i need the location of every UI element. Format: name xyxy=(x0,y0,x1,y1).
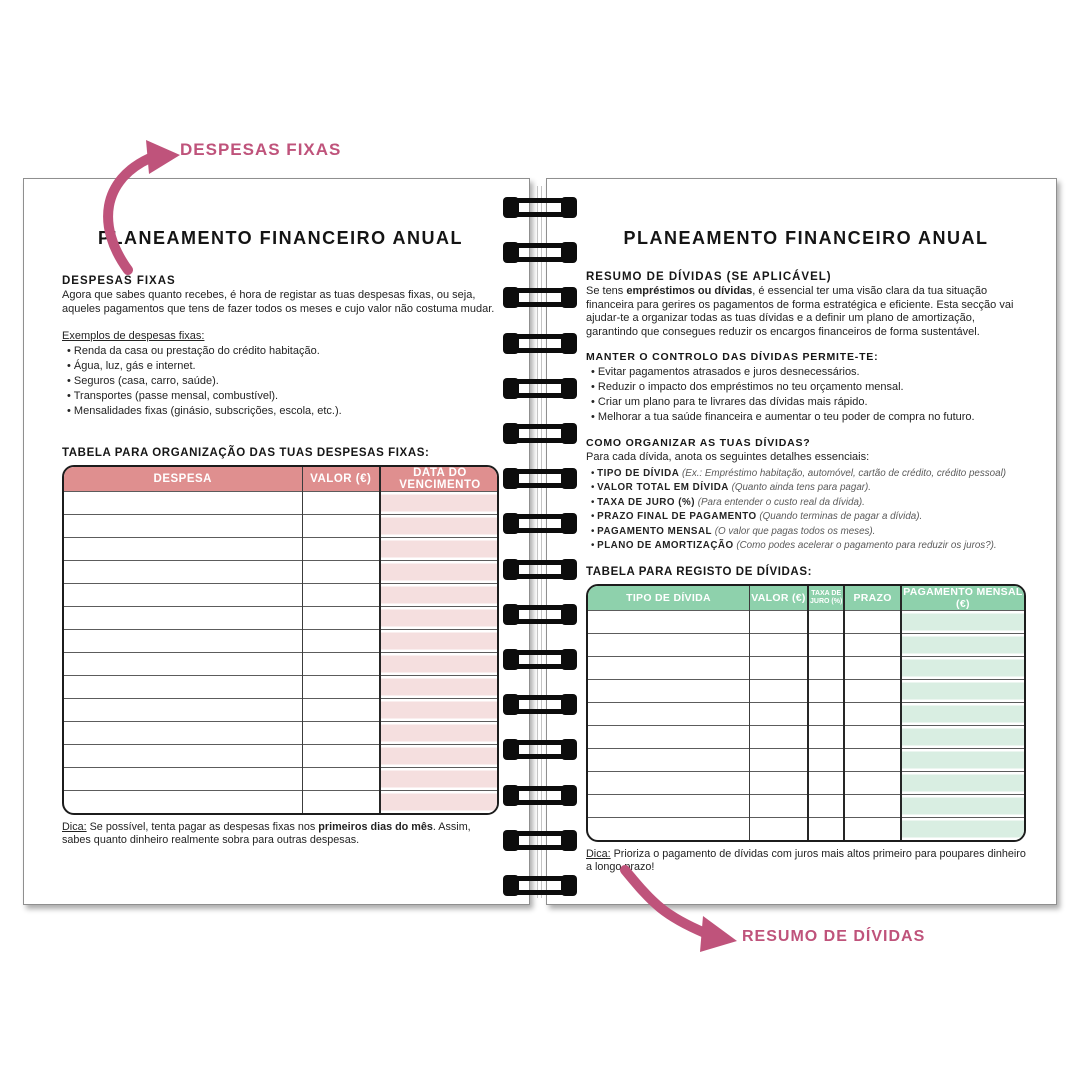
list-item: • Melhorar a tua saúde financeira e aumentar o teu poder de compra no futuro. xyxy=(591,410,1026,425)
tip-text: Dica: Se possível, tenta pagar as despesas fixas nos primeiros dias do mês. Assim, sabes quanto dinheiro realmente sobra para outras despesas. xyxy=(62,821,471,846)
examples-heading: Exemplos de despesas fixas: xyxy=(62,330,205,342)
table-cell[interactable] xyxy=(844,794,901,817)
binding-coil xyxy=(503,334,577,353)
binding-coil xyxy=(503,831,577,850)
table-cell[interactable] xyxy=(380,745,499,768)
table-cell[interactable] xyxy=(588,794,749,817)
table-cell[interactable] xyxy=(588,748,749,771)
column-header-tipo-divida: TIPO DE DÍVIDA xyxy=(588,586,749,611)
organize-intro: Para cada dívida, anota os seguintes detalhes essenciais: xyxy=(586,451,870,463)
list-item: • Evitar pagamentos atrasados e juros desnecessários. xyxy=(591,365,1026,380)
table-header-row xyxy=(64,467,499,492)
table-cell[interactable] xyxy=(749,817,808,840)
table-cell[interactable] xyxy=(64,561,302,584)
table-row xyxy=(64,538,499,561)
table-cell[interactable] xyxy=(64,699,302,722)
page-title: PLANEAMENTO FINANCEIRO ANUAL xyxy=(623,228,989,248)
binding-coil xyxy=(503,514,577,533)
table-cell[interactable] xyxy=(901,633,1024,656)
table-cell[interactable] xyxy=(844,771,901,794)
table-cell[interactable] xyxy=(808,771,844,794)
table-cell[interactable] xyxy=(380,699,499,722)
table-cell[interactable] xyxy=(844,725,901,748)
table-cell[interactable] xyxy=(808,725,844,748)
table-cell[interactable] xyxy=(808,633,844,656)
binding-coil xyxy=(503,424,577,443)
binding-coil xyxy=(503,469,577,488)
table-row xyxy=(64,722,499,745)
table-cell[interactable] xyxy=(808,679,844,702)
table-row xyxy=(64,699,499,722)
table-cell[interactable] xyxy=(588,656,749,679)
binding-coil xyxy=(503,650,577,669)
table-cell[interactable] xyxy=(844,817,901,840)
table-row xyxy=(64,768,499,791)
table-cell[interactable] xyxy=(808,702,844,725)
table-row xyxy=(64,584,499,607)
table-row xyxy=(64,676,499,699)
list-item: • PLANO DE AMORTIZAÇÃO (Como podes acelerar o pagamento para reduzir os juros?). xyxy=(591,539,1026,554)
table-cell[interactable] xyxy=(380,768,499,791)
table-cell[interactable] xyxy=(302,745,380,768)
table-cell[interactable] xyxy=(302,768,380,791)
table-row xyxy=(64,515,499,538)
table-cell[interactable] xyxy=(808,794,844,817)
table-cell[interactable] xyxy=(901,725,1024,748)
list-item: • PRAZO FINAL DE PAGAMENTO (Quando terminas de pagar a dívida). xyxy=(591,510,1026,525)
list-item: • VALOR TOTAL EM DÍVIDA (Quanto ainda tens para pagar). xyxy=(591,481,1026,496)
table-cell[interactable] xyxy=(380,791,499,814)
table-cell[interactable] xyxy=(901,610,1024,633)
right-page xyxy=(546,178,1057,905)
table-row xyxy=(588,817,1024,840)
binding-coil xyxy=(503,288,577,307)
binding-coil xyxy=(503,605,577,624)
table-cell[interactable] xyxy=(749,610,808,633)
top-arrow-label: DESPESAS FIXAS xyxy=(180,140,342,159)
table-cell[interactable] xyxy=(749,702,808,725)
table-cell[interactable] xyxy=(380,722,499,745)
table-cell[interactable] xyxy=(808,656,844,679)
table-row xyxy=(588,748,1024,771)
table-cell[interactable] xyxy=(844,679,901,702)
table-cell[interactable] xyxy=(844,702,901,725)
table-cell[interactable] xyxy=(302,515,380,538)
table-cell[interactable] xyxy=(380,561,499,584)
organize-heading: COMO ORGANIZAR AS TUAS DÍVIDAS? xyxy=(586,437,811,449)
table-cell[interactable] xyxy=(588,817,749,840)
table-cell[interactable] xyxy=(64,492,302,515)
table-cell[interactable] xyxy=(302,607,380,630)
list-item: • PAGAMENTO MENSAL (O valor que pagas todos os meses). xyxy=(591,525,1026,540)
table-row xyxy=(588,794,1024,817)
curved-arrow-icon xyxy=(605,862,755,957)
binding-coil xyxy=(503,695,577,714)
examples-list xyxy=(62,344,499,419)
table-cell[interactable] xyxy=(808,817,844,840)
table-cell[interactable] xyxy=(901,656,1024,679)
table-cell[interactable] xyxy=(749,633,808,656)
column-header-data-vencimento: DATA DO VENCIMENTO xyxy=(380,467,499,492)
table-cell[interactable] xyxy=(302,584,380,607)
table-cell[interactable] xyxy=(302,492,380,515)
table-row xyxy=(64,745,499,768)
table-cell[interactable] xyxy=(380,538,499,561)
table-cell[interactable] xyxy=(64,676,302,699)
intro-paragraph: Se tens empréstimos ou dívidas, é essencial ter uma visão clara da tua situação financeira para gerires os pagamentos de forma estratégica e eficiente. Esta secção vai ajudar-te a organizar todas as tuas dívidas e a definir um plano de amortização, garantindo que consegues reduzir os encargos financeiros de forma sustentável. xyxy=(586,285,1014,338)
table-row xyxy=(64,791,499,814)
table-cell[interactable] xyxy=(844,656,901,679)
table-row xyxy=(64,492,499,515)
table-cell[interactable] xyxy=(64,722,302,745)
table-cell[interactable] xyxy=(64,653,302,676)
table-cell[interactable] xyxy=(844,633,901,656)
table-cell[interactable] xyxy=(588,702,749,725)
table-cell[interactable] xyxy=(64,538,302,561)
list-item: • Água, luz, gás e internet. xyxy=(67,359,499,374)
organize-list xyxy=(586,467,1026,554)
table-cell[interactable] xyxy=(302,676,380,699)
binding-coil xyxy=(503,379,577,398)
table-row xyxy=(588,702,1024,725)
table-row xyxy=(588,725,1024,748)
table-cell[interactable] xyxy=(64,515,302,538)
table-cell[interactable] xyxy=(901,748,1024,771)
intro-paragraph: Agora que sabes quanto recebes, é hora de registar as tuas despesas fixas, ou seja, aqueles pagamentos que tens de fazer todos os meses e cujo valor não costuma mudar. xyxy=(62,289,495,315)
column-header-valor: VALOR (€) xyxy=(302,467,380,492)
table-header-row xyxy=(588,586,1024,611)
table-cell[interactable] xyxy=(588,725,749,748)
table-row xyxy=(64,561,499,584)
table-cell[interactable] xyxy=(749,679,808,702)
debt-register-table xyxy=(586,584,1026,842)
left-page xyxy=(23,178,530,905)
table-cell[interactable] xyxy=(380,515,499,538)
table-cell[interactable] xyxy=(302,791,380,814)
table-cell[interactable] xyxy=(302,630,380,653)
table-cell[interactable] xyxy=(588,610,749,633)
table-cell[interactable] xyxy=(901,679,1024,702)
list-item: • Mensalidades fixas (ginásio, subscrições, escola, etc.). xyxy=(67,404,499,419)
table-cell[interactable] xyxy=(302,722,380,745)
table-cell[interactable] xyxy=(302,699,380,722)
binding-coil xyxy=(503,876,577,895)
table-row xyxy=(588,679,1024,702)
table-cell[interactable] xyxy=(588,633,749,656)
table-cell[interactable] xyxy=(64,745,302,768)
table-cell[interactable] xyxy=(64,630,302,653)
table-cell[interactable] xyxy=(808,610,844,633)
tip-text: Dica: Prioriza o pagamento de dívidas com juros mais altos primeiro para poupares dinheiro a longo prazo! xyxy=(586,847,1026,873)
table-cell[interactable] xyxy=(588,679,749,702)
table-cell[interactable] xyxy=(380,653,499,676)
bottom-arrow-label: RESUMO DE DÍVIDAS xyxy=(742,928,926,945)
table-cell[interactable] xyxy=(901,794,1024,817)
table-cell[interactable] xyxy=(844,748,901,771)
fixed-expenses-table xyxy=(62,465,499,815)
list-item: • Reduzir o impacto dos empréstimos no teu orçamento mensal. xyxy=(591,380,1026,395)
binding-coil xyxy=(503,243,577,262)
control-list xyxy=(586,365,1026,425)
list-item: • TAXA DE JURO (%) (Para entender o custo real da dívida). xyxy=(591,496,1026,511)
table-cell[interactable] xyxy=(749,656,808,679)
list-item: • Transportes (passe mensal, combustível). xyxy=(67,389,499,404)
list-item: • Renda da casa ou prestação do crédito habitação. xyxy=(67,344,499,359)
table-row xyxy=(64,630,499,653)
table-cell[interactable] xyxy=(64,607,302,630)
column-header-valor: VALOR (€) xyxy=(749,586,808,611)
table-cell[interactable] xyxy=(302,653,380,676)
table-cell[interactable] xyxy=(64,791,302,814)
column-header-prazo: PRAZO xyxy=(844,586,901,611)
table-cell[interactable] xyxy=(380,607,499,630)
table-cell[interactable] xyxy=(844,610,901,633)
table-cell[interactable] xyxy=(901,702,1024,725)
table-cell[interactable] xyxy=(380,676,499,699)
table-cell[interactable] xyxy=(749,748,808,771)
table-cell[interactable] xyxy=(64,584,302,607)
table-cell[interactable] xyxy=(588,771,749,794)
table-cell[interactable] xyxy=(380,584,499,607)
table-row xyxy=(588,610,1024,633)
column-header-pagamento-mensal: PAGAMENTO MENSAL (€) xyxy=(901,586,1024,611)
table-cell[interactable] xyxy=(749,725,808,748)
table-row xyxy=(64,653,499,676)
table-row xyxy=(588,656,1024,679)
binding-coil xyxy=(503,740,577,759)
binding-coil xyxy=(503,560,577,579)
table-cell[interactable] xyxy=(380,492,499,515)
spiral-binding xyxy=(503,198,577,898)
table-cell[interactable] xyxy=(749,794,808,817)
section-heading-resumo-dividas: RESUMO DE DÍVIDAS (SE APLICÁVEL) xyxy=(586,271,832,283)
table-heading: TABELA PARA ORGANIZAÇÃO DAS TUAS DESPESAS FIXAS: xyxy=(62,447,430,459)
column-header-taxa-juro: TAXA DE JURO (%) xyxy=(808,586,844,611)
control-heading: MANTER O CONTROLO DAS DÍVIDAS PERMITE-TE: xyxy=(586,351,879,363)
table-cell[interactable] xyxy=(302,561,380,584)
binding-coil xyxy=(503,786,577,805)
section-heading-despesas-fixas: DESPESAS FIXAS xyxy=(62,275,176,287)
table-cell[interactable] xyxy=(808,748,844,771)
table-cell[interactable] xyxy=(901,771,1024,794)
table-cell[interactable] xyxy=(901,817,1024,840)
table-cell[interactable] xyxy=(64,768,302,791)
table-heading: TABELA PARA REGISTO DE DÍVIDAS: xyxy=(586,565,813,578)
table-row xyxy=(588,771,1024,794)
list-item: • TIPO DE DÍVIDA (Ex.: Empréstimo habitação, automóvel, cartão de crédito, crédito pessoal) xyxy=(591,467,1026,482)
table-cell[interactable] xyxy=(749,771,808,794)
table-cell[interactable] xyxy=(380,630,499,653)
table-row xyxy=(64,607,499,630)
table-row xyxy=(588,633,1024,656)
table-cell[interactable] xyxy=(302,538,380,561)
list-item: • Seguros (casa, carro, saúde). xyxy=(67,374,499,389)
page-title: PLANEAMENTO FINANCEIRO ANUAL xyxy=(98,228,463,248)
binding-coil xyxy=(503,198,577,217)
column-header-despesa: DESPESA xyxy=(64,467,302,492)
list-item: • Criar um plano para te livrares das dívidas mais rápido. xyxy=(591,395,1026,410)
